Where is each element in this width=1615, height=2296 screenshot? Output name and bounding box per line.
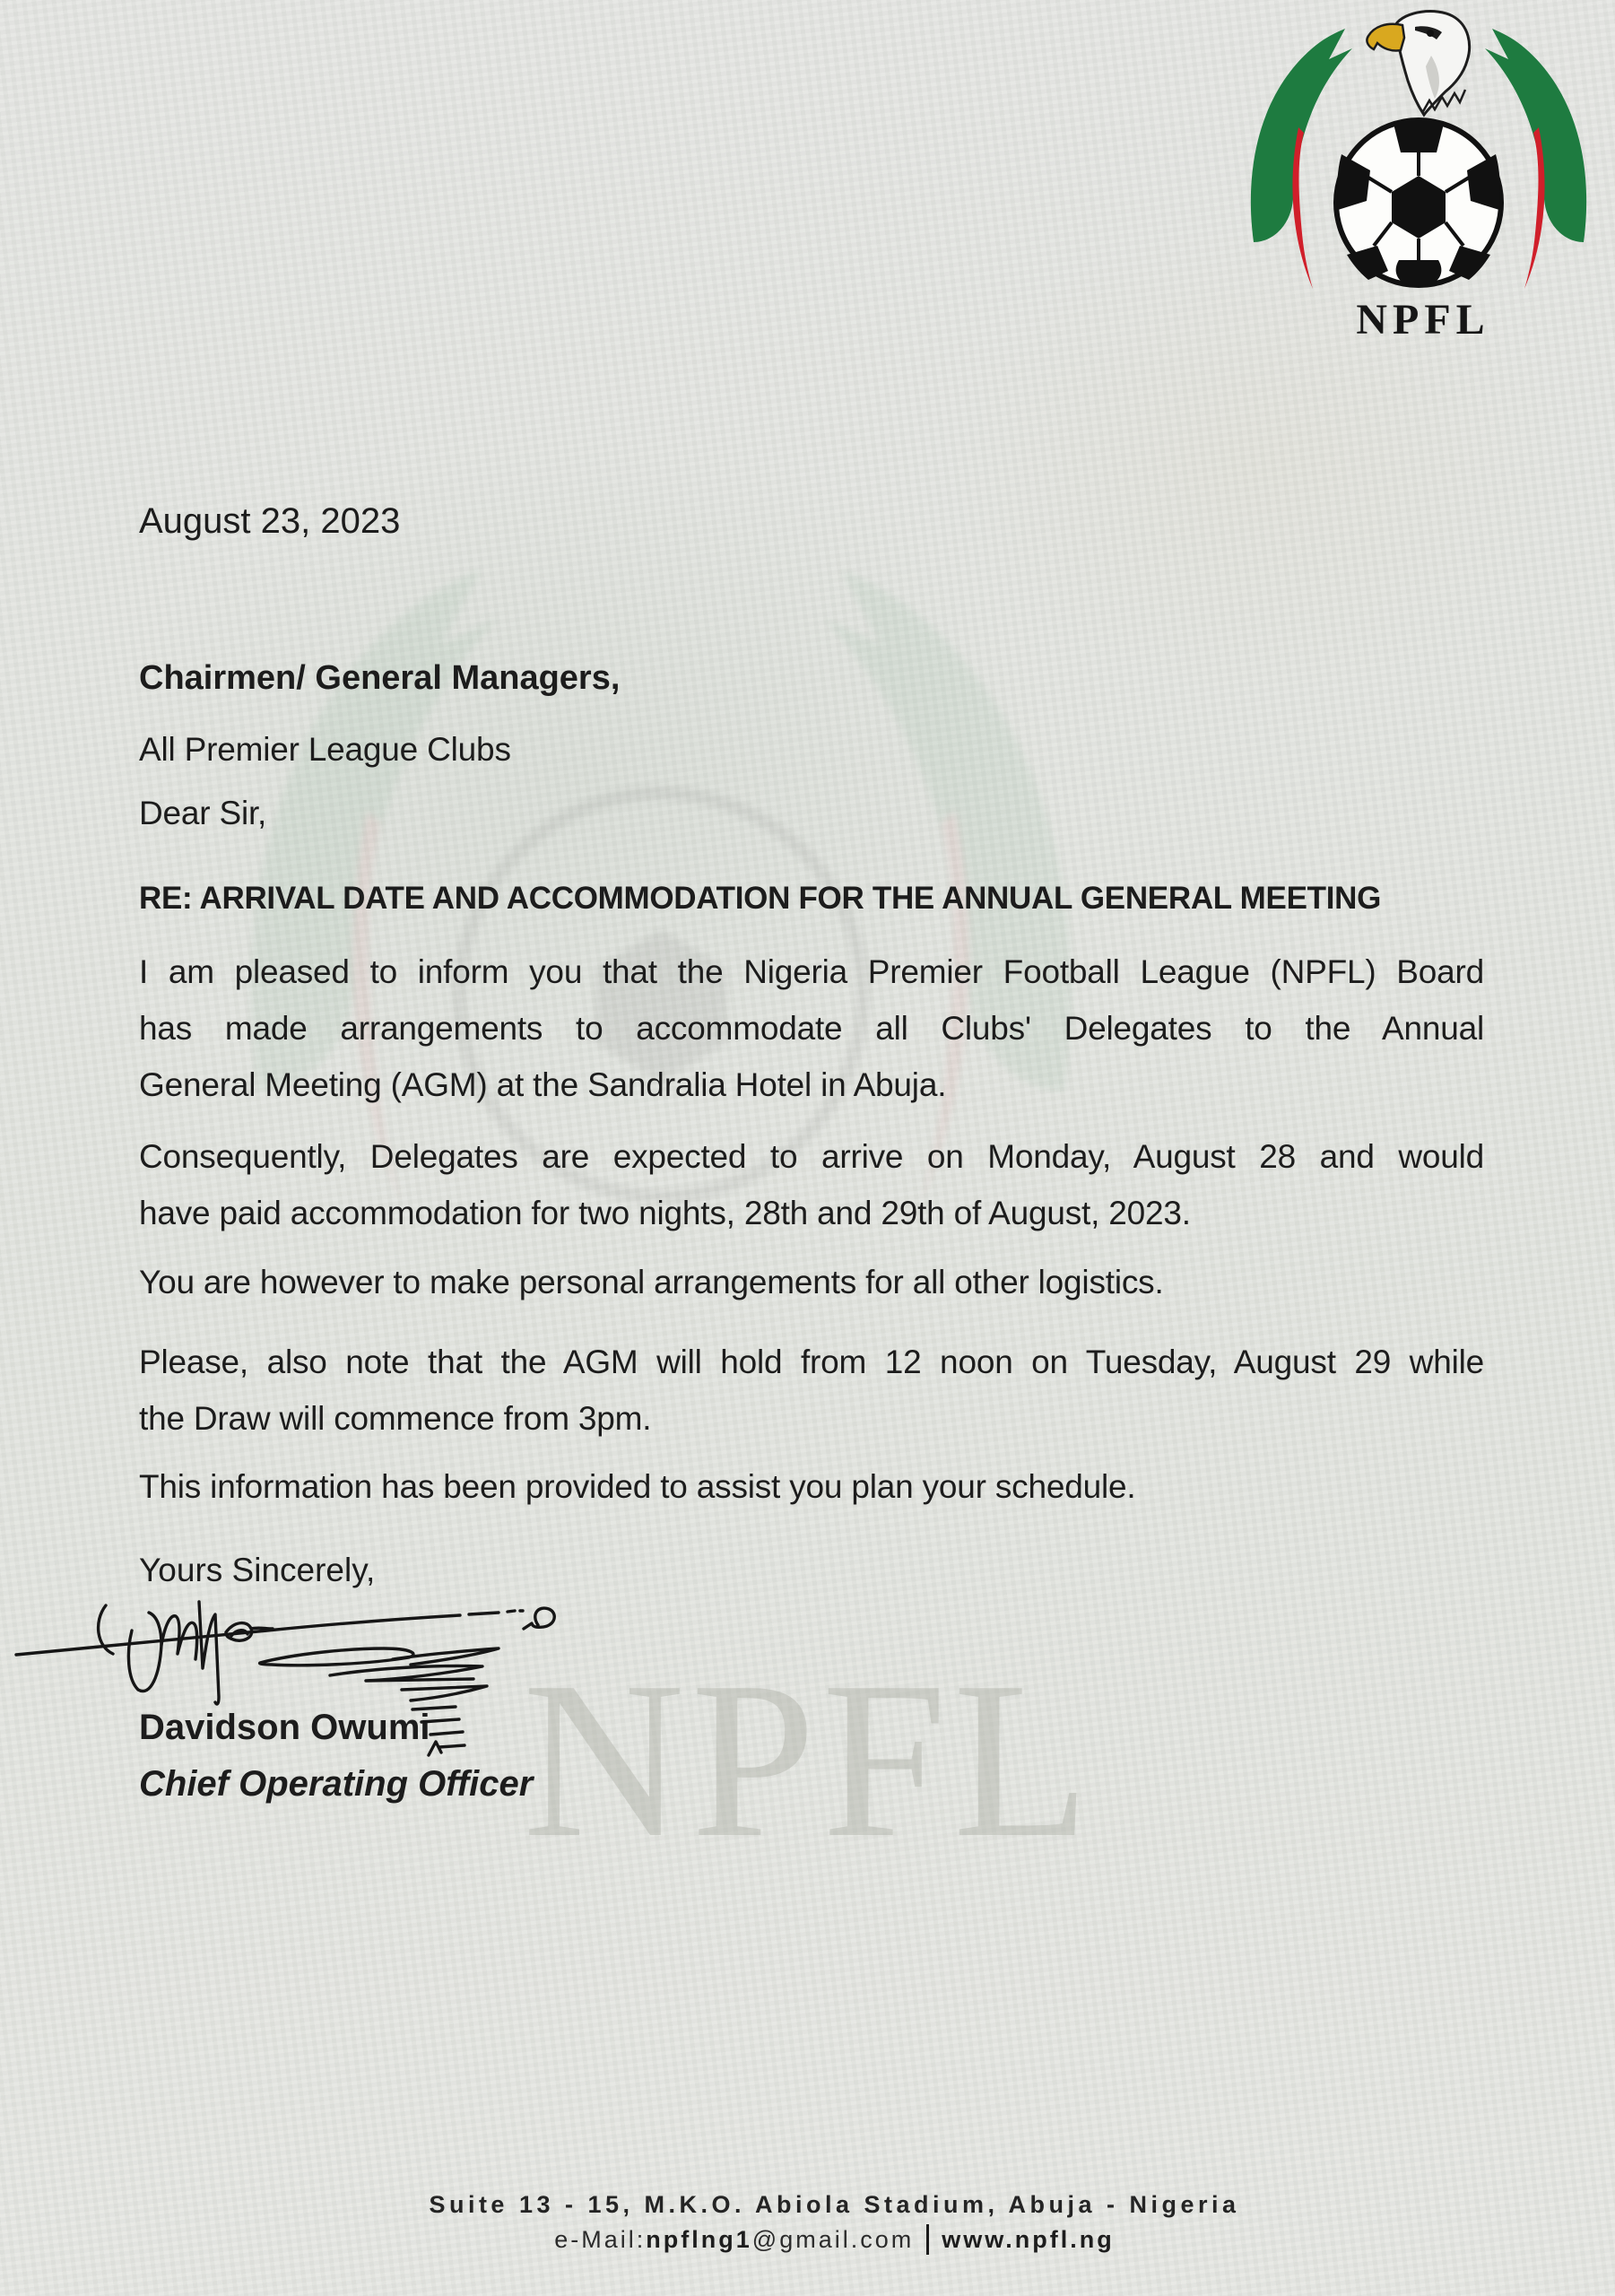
footer-contacts: [27, 2222, 1615, 2257]
footer-separator-bar: [926, 2224, 929, 2255]
recipient-title: Chairmen/ General Managers,: [139, 659, 621, 697]
paragraph-4: [139, 1334, 1484, 1447]
footer-email-user: npflng1: [646, 2226, 752, 2253]
signatory-name: Davidson Owumi: [139, 1708, 430, 1747]
paragraph-5: [139, 1458, 1484, 1515]
npfl-text-watermark: NPFL: [523, 1636, 1097, 1884]
paragraph-line: General Meeting (AGM) at the Sandralia Hotel in Abuja.: [139, 1066, 947, 1103]
letter-body: [139, 0, 1484, 1813]
paragraph-line: You are however to make personal arrangements for all other logistics.: [139, 1264, 1164, 1300]
paragraph-line: has made arrangements to accommodate all Clubs' Delegates to the Annual: [139, 1010, 1484, 1047]
paragraph-line: This information has been provided to assist you plan your schedule.: [139, 1468, 1136, 1505]
paragraph-line: I am pleased to inform you that the Nigeria Premier Football League (NPFL) Board: [139, 953, 1484, 990]
paragraph-line: Consequently, Delegates are expected to arrive on Monday, August 28 and would: [139, 1138, 1484, 1175]
paragraph-line: have paid accommodation for two nights, 28th and 29th of August, 2023.: [139, 1195, 1191, 1231]
signatory-title: Chief Operating Officer: [139, 1764, 534, 1804]
paragraph-line: the Draw will commence from 3pm.: [139, 1400, 652, 1437]
logo-text: NPFL: [1356, 296, 1490, 344]
footer-website: www.npfl.ng: [942, 2226, 1115, 2253]
closing: Yours Sincerely,: [139, 1552, 376, 1588]
recipient-org: All Premier League Clubs: [139, 731, 511, 768]
red-ribbon-right-icon: [1524, 127, 1545, 289]
paragraph-3: [139, 1254, 1484, 1310]
footer: [27, 2189, 1615, 2257]
signature-scribble-icon: [7, 1589, 646, 1769]
paragraph-line: Please, also note that the AGM will hold from 12 noon on Tuesday, August 29 while: [139, 1344, 1484, 1380]
footer-email-label: e-Mail:: [554, 2226, 647, 2253]
subject-line: RE: ARRIVAL DATE AND ACCOMMODATION FOR THE ANNUAL GENERAL MEETING: [139, 881, 1382, 916]
footer-address: Suite 13 - 15, M.K.O. Abiola Stadium, Abuja - Nigeria: [429, 2191, 1240, 2218]
salutation: Dear Sir,: [139, 795, 267, 831]
letter-date: August 23, 2023: [139, 501, 401, 541]
paragraph-1: [139, 944, 1484, 1113]
paragraph-2: [139, 1128, 1484, 1241]
footer-email-domain: @gmail.com: [751, 2226, 915, 2253]
